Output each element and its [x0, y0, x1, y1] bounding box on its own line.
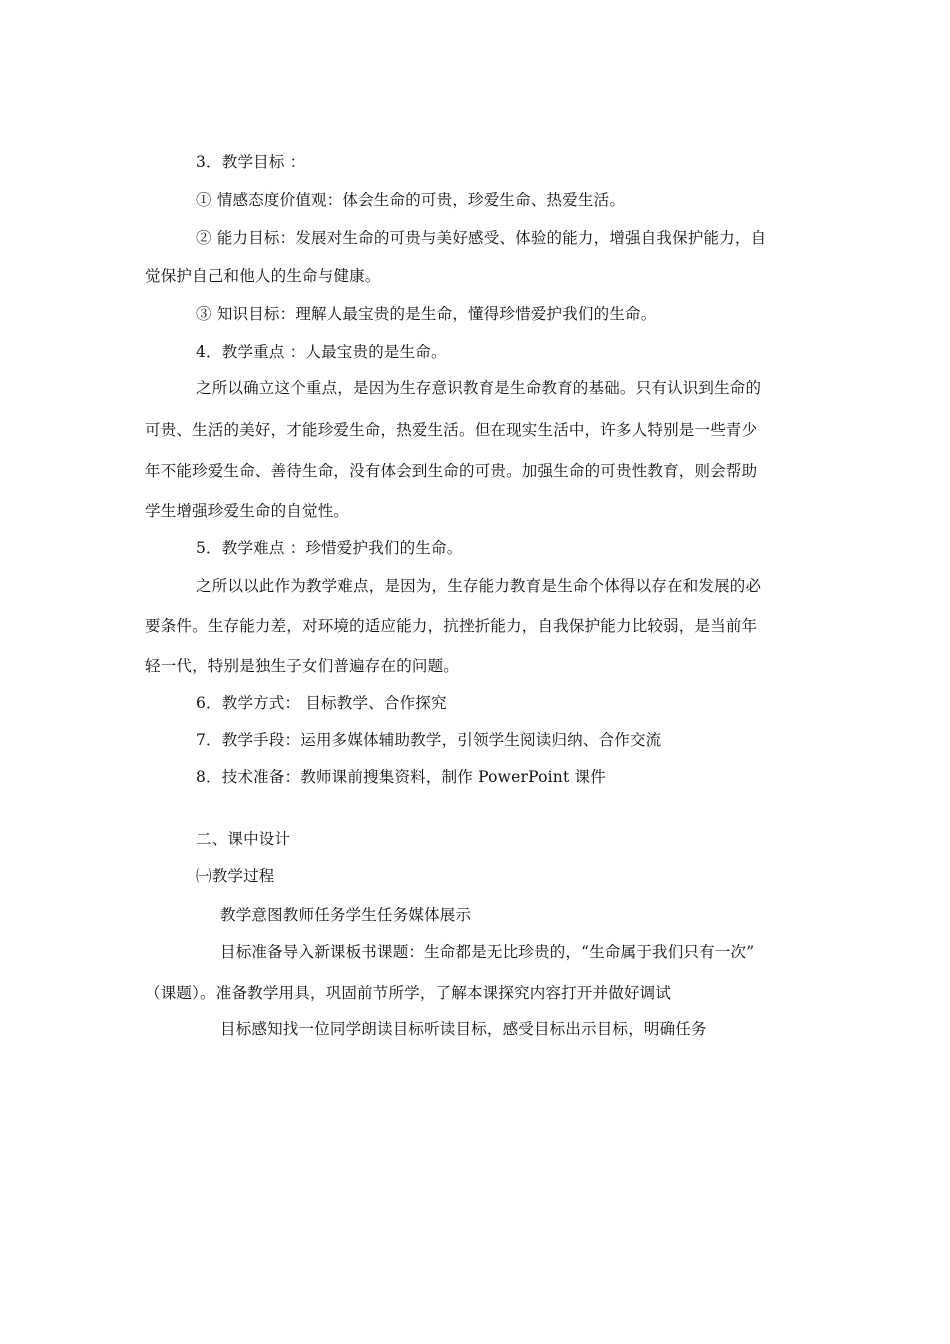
key-point-para-3: 年不能珍爱生命、善待生命，没有体会到生命的可贵。加强生命的可贵性教育，则会帮助 — [145, 462, 758, 480]
row-goal-perceive: 目标感知找一位同学朗读目标听读目标，感受目标出示目标，明确任务 — [220, 1020, 707, 1038]
teaching-means: 7．教学手段：运用多媒体辅助教学，引领学生阅读归纳、合作交流 — [196, 731, 662, 749]
goal-ability-cont: 觉保护自己和他人的生命与健康。 — [145, 267, 381, 285]
row-goal-prep-1: 目标准备导入新课板书课题：生命都是无比珍贵的，“生命属于我们只有一次” — [220, 943, 755, 961]
table-header-row: 教学意图教师任务学生任务媒体展示 — [220, 906, 472, 924]
key-point-heading: 4．教学重点 ：人最宝贵的是生命。 — [196, 343, 447, 361]
process-heading: ㈠教学过程 — [196, 867, 275, 885]
key-point-para-2: 可贵、生活的美好，才能珍爱生命，热爱生活。但在现实生活中，许多人特别是一些青少 — [145, 421, 758, 439]
goals-heading: 3．教学目标 ： — [196, 153, 306, 171]
difficulty-heading: 5．教学难点 ：珍惜爱护我们的生命。 — [196, 539, 463, 557]
difficulty-para-2: 要条件。生存能力差，对环境的适应能力，抗挫折能力，自我保护能力比较弱，是当前年 — [145, 617, 758, 635]
row-goal-prep-2: （课题）。准备教学用具，巩固前节所学，了解本课探究内容打开并做好调试 — [145, 984, 672, 1002]
goal-knowledge: ③ 知识目标：理解人最宝贵的是生命，懂得珍惜爱护我们的生命。 — [196, 305, 657, 323]
section-heading: 二、课中设计 — [196, 830, 291, 848]
key-point-para-1: 之所以确立这个重点，是因为生存意识教育是生命教育的基础。只有认识到生命的 — [196, 379, 762, 397]
goal-ability: ② 能力目标：发展对生命的可贵与美好感受、体验的能力，增强自我保护能力，自 — [196, 229, 767, 247]
key-point-para-4: 学生增强珍爱生命的自觉性。 — [145, 502, 350, 520]
difficulty-para-3: 轻一代，特别是独生子女们普遍存在的问题。 — [145, 657, 460, 675]
goal-emotion: ① 情感态度价值观：体会生命的可贵，珍爱生命、热爱生活。 — [196, 191, 626, 209]
teaching-method: 6．教学方式： 目标教学、合作探究 — [196, 694, 447, 712]
difficulty-para-1: 之所以以此作为教学难点，是因为，生存能力教育是生命个体得以存在和发展的必 — [196, 577, 762, 595]
tech-prep: 8．技术准备：教师课前搜集资料，制作 PowerPoint 课件 — [196, 768, 606, 786]
